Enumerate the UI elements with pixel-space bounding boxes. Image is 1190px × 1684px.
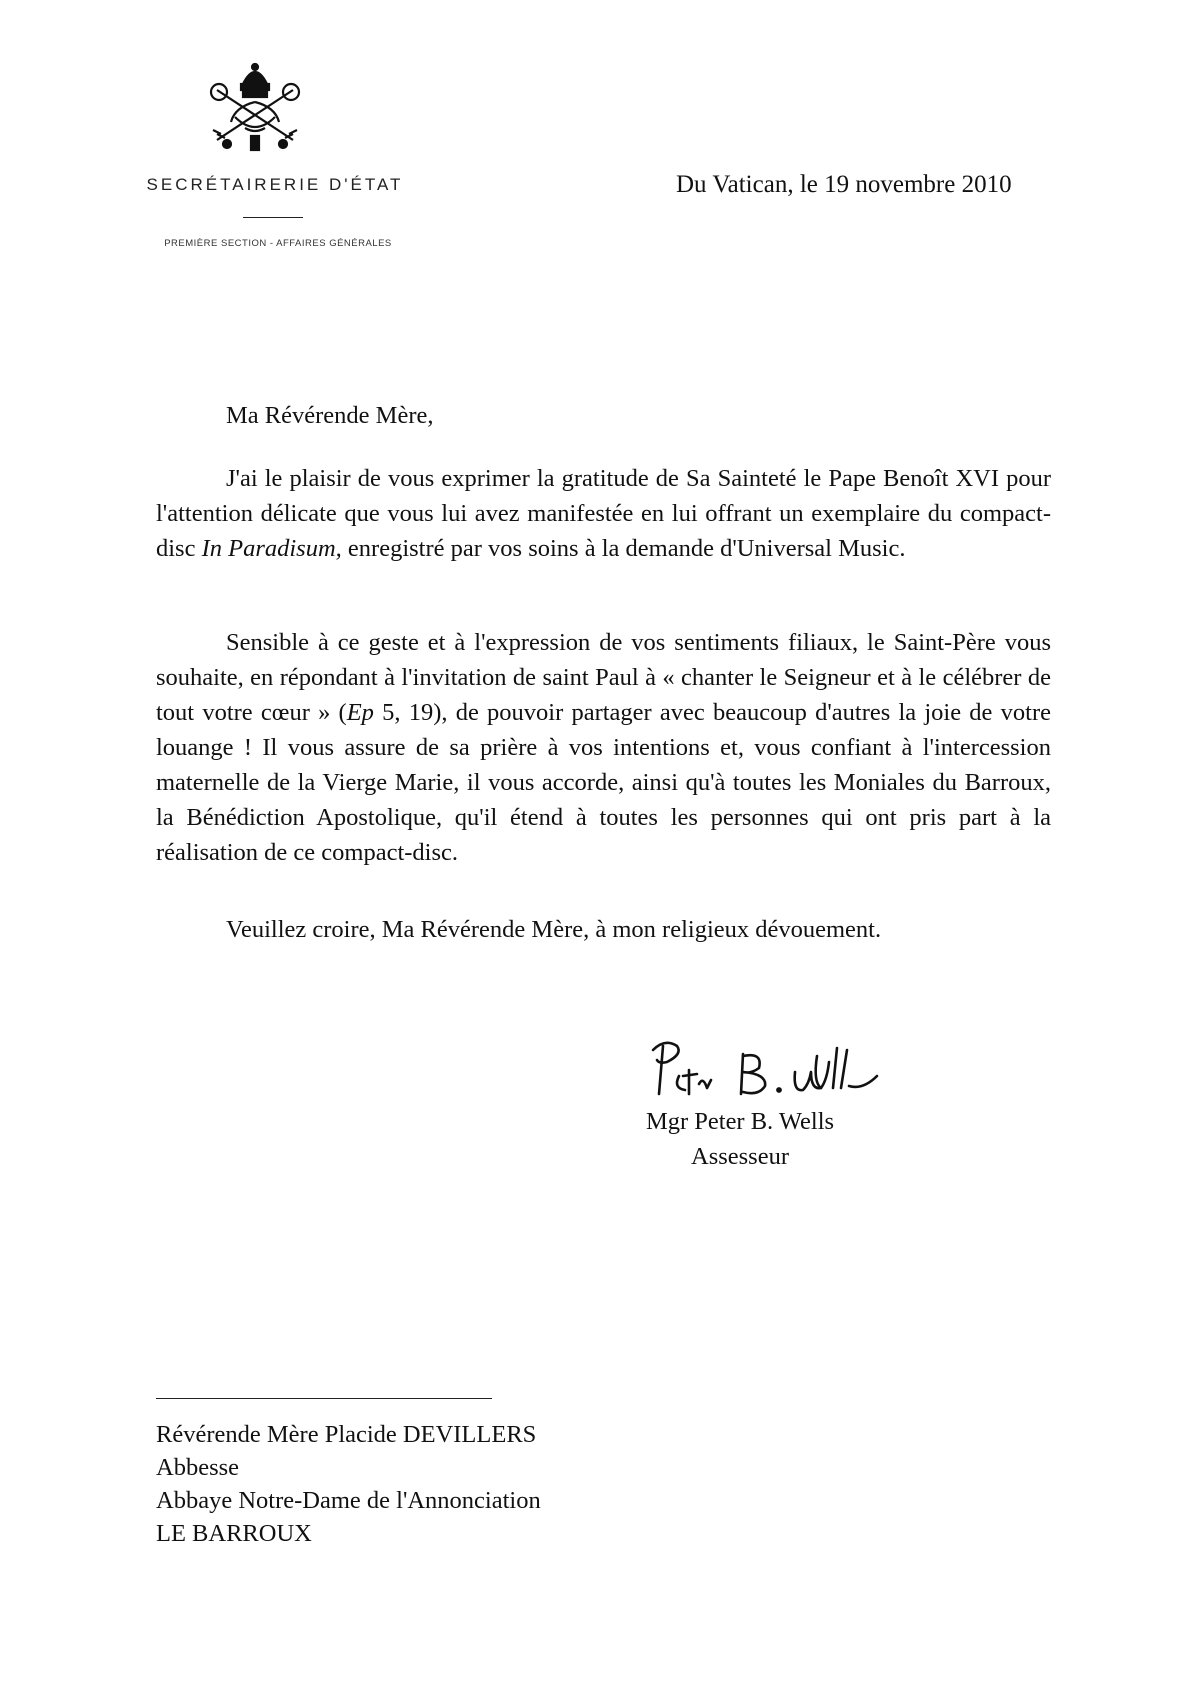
papal-coat-of-arms-icon	[205, 62, 305, 157]
handwritten-signature	[645, 1032, 895, 1102]
letterhead-divider	[243, 217, 303, 218]
signatory-name: Mgr Peter B. Wells	[645, 1108, 835, 1135]
body-paragraph-1	[156, 461, 1051, 566]
scripture-reference: Ep	[346, 699, 374, 726]
recipient-role: Abbesse	[156, 1454, 240, 1481]
signatory-block	[610, 1104, 870, 1174]
p1-text-start: J'ai le plaisir de vous exprimer la gratitude de Sa Sainteté le Pape Benoît XVI pour l'attention délicate que vous lui avez manifestée en lui offrant un exemplaire du compact-disc	[156, 465, 1051, 562]
address-divider	[156, 1398, 492, 1399]
signatory-title: Assesseur	[691, 1143, 789, 1170]
p2-text-end: 5, 19), de pouvoir partager avec beaucoup d'autres la joie de votre louange ! Il vous assure de sa prière à vos intentions et, vous confiant à l'intercession maternelle de la Vierge Marie, il vous accorde, ainsi qu'à toutes les Moniales du Barroux, la Bénédiction Apostolique, qu'il étend à toutes les personnes qui ont pris part à la réalisation de ce compact-disc.	[156, 699, 1051, 866]
letterhead-section: PREMIÈRE SECTION - AFFAIRES GÉNÉRALES	[164, 238, 392, 249]
recipient-institution: Abbaye Notre-Dame de l'Annonciation	[156, 1487, 541, 1514]
body-paragraph-2	[156, 625, 1051, 870]
cd-title: In Paradisum,	[201, 535, 342, 562]
p1-text-end: enregistré par vos soins à la demande d'Universal Music.	[341, 535, 906, 562]
recipient-address	[156, 1418, 541, 1550]
dateline: Du Vatican, le 19 novembre 2010	[676, 171, 1012, 198]
closing-line: Veuillez croire, Ma Révérende Mère, à mon religieux dévouement.	[226, 916, 882, 943]
letterhead-organization: SECRÉTAIRERIE D'ÉTAT	[146, 175, 404, 194]
recipient-place: LE BARROUX	[156, 1520, 312, 1547]
salutation: Ma Révérende Mère,	[226, 402, 434, 429]
p2-text-start: Sensible à ce geste et à l'expression de vos sentiments filiaux, le Saint-Père vous souhaite, en répondant à l'invitation de saint Paul à « chanter le Seigneur et à le célébrer de tout votre cœur » (	[156, 629, 1051, 726]
recipient-name: Révérende Mère Placide DEVILLERS	[156, 1421, 537, 1448]
